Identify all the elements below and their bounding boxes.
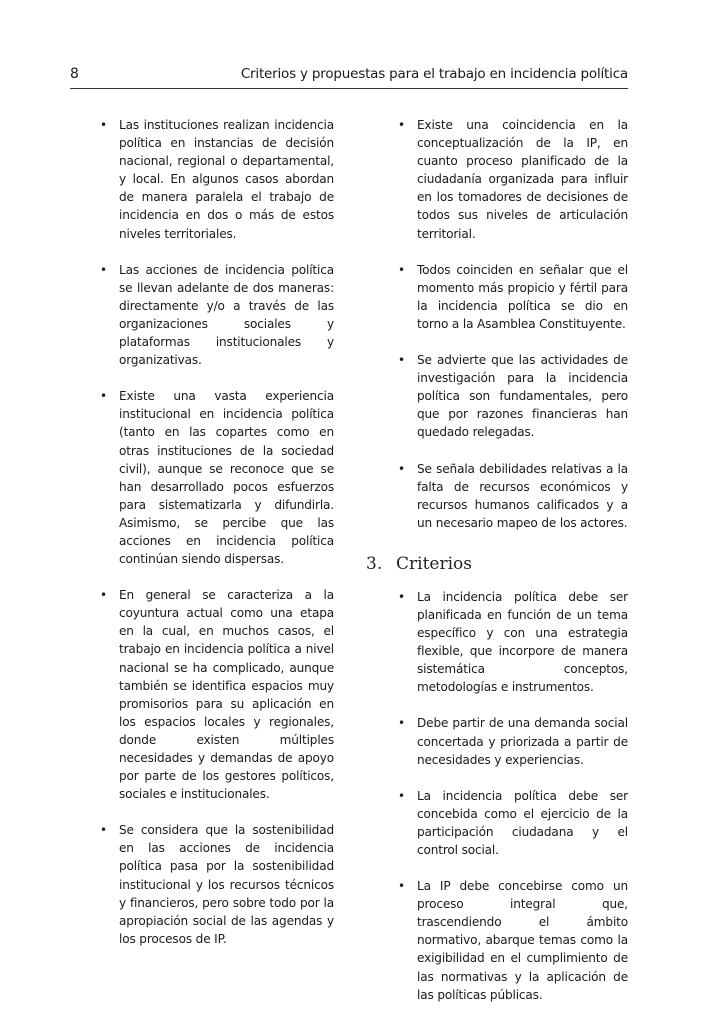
list-item-text: Las instituciones realizan incidencia política en instancias de decisión nacional, regional o departamental, y local. En algunos casos abordan de manera paralela el trabajo de incidencia en dos o más de estos niveles territoriales. bbox=[119, 118, 334, 241]
list-item bbox=[394, 261, 628, 333]
list-item bbox=[394, 116, 628, 243]
bullet-icon: • bbox=[100, 389, 107, 404]
section-number: 3. bbox=[366, 553, 383, 574]
running-title: Criterios y propuestas para el trabajo en incidencia política bbox=[240, 66, 628, 82]
bullet-icon: • bbox=[398, 461, 405, 476]
list-item-text: Se advierte que las actividades de investigación para la incidencia política son fundamentales, pero que por razones financieras han quedado relegadas. bbox=[417, 353, 628, 440]
list-item bbox=[96, 586, 334, 803]
list-item-text: La IP debe concebirse como un proceso integral que, trascendiendo el ámbito normativo, abarque temas como la exigibilidad en el cumplimiento de las normativas y la aplicación de las políticas públicas. bbox=[417, 879, 628, 1002]
list-item bbox=[96, 821, 334, 948]
list-item-text: Debe partir de una demanda social concertada y priorizada a partir de necesidades y experiencias. bbox=[417, 716, 628, 767]
list-item-text: Se considera que la sostenibilidad en las acciones de incidencia política pasa por la sostenibilidad institucional y los recursos técnicos y financieros, pero sobre todo por la apropiación social de las agendas y los procesos de IP. bbox=[119, 823, 334, 946]
bullet-list bbox=[394, 588, 628, 1004]
list-item bbox=[394, 460, 628, 532]
list-item-text: La incidencia política debe ser concebida como el ejercicio de la participación ciudadana y el control social. bbox=[417, 788, 628, 857]
list-item bbox=[394, 714, 628, 768]
list-item bbox=[96, 261, 334, 370]
list-item bbox=[394, 787, 628, 859]
page-number: 8 bbox=[70, 66, 79, 82]
bullet-icon: • bbox=[100, 588, 107, 603]
section-heading bbox=[366, 553, 628, 574]
left-column bbox=[96, 116, 334, 966]
list-item-text: En general se caracteriza a la coyuntura actual como una etapa en la cual, en muchos casos, el trabajo en incidencia política a nivel nacional se ha complicado, aunque también se identifica espacios muy promisorios para su aplicación en los espacios locales y regionales, donde existen múltiples necesidades y demandas de apoyo por parte de los gestores políticos, sociales e institucionales. bbox=[119, 588, 334, 802]
list-item bbox=[394, 351, 628, 441]
list-item-text: Existe una coincidencia en la conceptualización de la IP, en cuanto proceso planificado de la ciudadanía organizada para influir en los tomadores de decisiones de todos sus niveles de articulación territorial. bbox=[417, 118, 628, 241]
list-item-text: La incidencia política debe ser planificada en función de un tema específico y con una estrategia flexible, que incorpore de manera sistemática conceptos, metodologías e instrumentos. bbox=[417, 589, 628, 695]
list-item bbox=[394, 588, 628, 697]
bullet-icon: • bbox=[398, 118, 405, 132]
bullet-icon: • bbox=[398, 589, 405, 604]
list-item bbox=[394, 877, 628, 1004]
bullet-icon: • bbox=[100, 262, 107, 277]
bullet-icon: • bbox=[398, 788, 405, 803]
bullet-icon: • bbox=[398, 716, 405, 731]
bullet-icon: • bbox=[100, 118, 107, 132]
page-header bbox=[70, 66, 628, 89]
bullet-icon: • bbox=[398, 353, 405, 368]
section-title: Criterios bbox=[396, 553, 472, 574]
bullet-icon: • bbox=[398, 262, 405, 277]
list-item-text: Las acciones de incidencia política se llevan adelante de dos maneras: directamente y/o a través de las organizaciones sociales y plataformas institucionales y organizativas. bbox=[119, 262, 334, 368]
bullet-icon: • bbox=[100, 823, 107, 838]
right-column bbox=[366, 116, 628, 1022]
bullet-list bbox=[394, 116, 628, 532]
bullet-icon: • bbox=[398, 879, 405, 894]
bullet-list bbox=[96, 116, 334, 948]
list-item-text: Se señala debilidades relativas a la falta de recursos económicos y recursos humanos calificados y a un necesario mapeo de los actores. bbox=[417, 461, 628, 530]
list-item-text: Existe una vasta experiencia institucional en incidencia política (tanto en las copartes como en otras instituciones de la sociedad civil), aunque se reconoce que se han desarrollado pocos esfuerzos para sistematizarla y difundirla. Asimismo, se percibe que las acciones en incidencia política continúan siendo dispersas. bbox=[119, 389, 334, 567]
list-item bbox=[96, 387, 334, 568]
list-item bbox=[96, 116, 334, 243]
list-item-text: Todos coinciden en señalar que el momento más propicio y fértil para la incidencia política se dio en torno a la Asamblea Constituyente. bbox=[417, 262, 628, 331]
